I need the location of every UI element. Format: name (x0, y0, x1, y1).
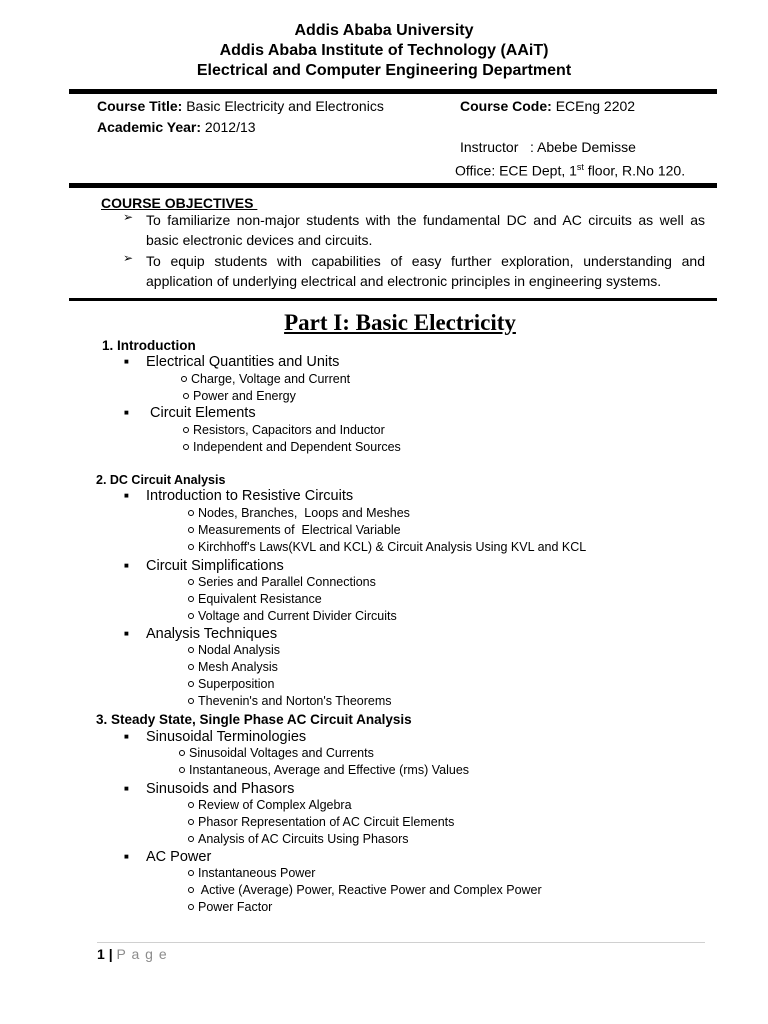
subtopic-label: Independent and Dependent Sources (193, 440, 401, 454)
subtopic-label: Active (Average) Power, Reactive Power and Complex Power (198, 883, 542, 897)
topic-label: Analysis Techniques (146, 626, 278, 642)
objective-item: To equip students with capabilities of easy further exploration, understanding and application of underlying electrical and electronic principles in engineering systems. (146, 253, 705, 289)
course-title-value: Basic Electricity and Electronics (186, 98, 384, 114)
square-bullet-icon: ■ (124, 732, 129, 741)
academic-year-label: Academic Year: (97, 119, 202, 135)
subtopic (188, 642, 280, 658)
subtopic-label: Mesh Analysis (198, 660, 278, 674)
office-superscript: st (576, 162, 584, 172)
footer-separator: | (108, 946, 113, 962)
square-bullet-icon: ■ (124, 629, 129, 638)
section-title: 2. DC Circuit Analysis (96, 473, 226, 487)
academic-year (97, 118, 256, 136)
subtopic (188, 865, 315, 881)
course-title (97, 97, 384, 115)
circle-bullet-icon (188, 664, 194, 670)
subtopic-label: Voltage and Current Divider Circuits (198, 609, 397, 623)
subtopic (188, 899, 272, 915)
course-code (460, 97, 635, 115)
page-number: 1 (97, 946, 105, 962)
section-title: 3. Steady State, Single Phase AC Circuit Analysis (96, 712, 412, 727)
subtopic-label: Analysis of AC Circuits Using Phasors (198, 832, 409, 846)
circle-bullet-icon (188, 904, 194, 910)
circle-bullet-icon (188, 802, 194, 808)
square-bullet-icon: ■ (124, 408, 129, 417)
subtopic-label: Phasor Representation of AC Circuit Elements (198, 815, 455, 829)
subtopic-label: Charge, Voltage and Current (191, 372, 351, 386)
circle-bullet-icon (179, 767, 185, 773)
subtopic (179, 745, 374, 761)
circle-bullet-icon (183, 427, 189, 433)
institute-name: Addis Ababa Institute of Technology (AAiT) (219, 42, 549, 59)
subtopic (183, 439, 401, 455)
subtopic (188, 814, 454, 830)
topic-label: AC Power (146, 849, 212, 865)
subtopic (188, 505, 410, 521)
part-title: Part I: Basic Electricity (284, 310, 516, 335)
subtopic-label: Review of Complex Algebra (198, 798, 352, 812)
objectives-heading: COURSE OBJECTIVES (101, 195, 258, 211)
subtopic (188, 831, 409, 847)
arrow-bullet-icon: ➢ (123, 251, 134, 265)
circle-bullet-icon (188, 544, 194, 550)
subtopic-label: Instantaneous, Average and Effective (rms) Values (189, 763, 470, 777)
objective-item: To familiarize non-major students with the fundamental DC and AC circuits as well as basic electronic devices and circuits. (146, 212, 705, 248)
subtopic (188, 608, 397, 624)
subtopic (188, 676, 274, 692)
circle-bullet-icon (188, 579, 194, 585)
office-suffix: floor, R.No 120. (583, 162, 686, 179)
subtopic (183, 388, 296, 404)
course-code-value: ECEng 2202 (555, 98, 636, 114)
subtopic-label: Thevenin's and Norton's Theorems (198, 694, 392, 708)
section-title: 1. Introduction (102, 338, 196, 353)
subtopic (179, 762, 469, 778)
circle-bullet-icon (183, 393, 189, 399)
arrow-bullet-icon: ➢ (123, 210, 134, 224)
footer-divider (97, 942, 705, 943)
subtopic (188, 797, 352, 813)
subtopic (188, 539, 586, 555)
subtopic-label: Power and Energy (193, 389, 296, 403)
subtopic (188, 659, 278, 675)
instructor: Instructor : Abebe Demisse (460, 139, 636, 155)
subtopic-label: Nodal Analysis (198, 643, 280, 657)
subtopic-label: Instantaneous Power (198, 866, 316, 880)
subtopic-label: Measurements of Electrical Variable (198, 523, 401, 537)
course-code-label: Course Code: (460, 98, 552, 114)
circle-bullet-icon (188, 887, 194, 893)
circle-bullet-icon (188, 698, 194, 704)
circle-bullet-icon (188, 836, 194, 842)
objectives-divider (69, 298, 717, 301)
topic-label: Introduction to Resistive Circuits (146, 488, 354, 504)
topic-label: Electrical Quantities and Units (146, 354, 340, 370)
subtopic (188, 693, 392, 709)
square-bullet-icon: ■ (124, 357, 129, 366)
circle-bullet-icon (183, 444, 189, 450)
circle-bullet-icon (188, 510, 194, 516)
circle-bullet-icon (188, 596, 194, 602)
subtopic-label: Nodes, Branches, Loops and Meshes (198, 506, 410, 520)
office-prefix: Office: ECE Dept, 1 (455, 162, 577, 179)
page-footer (97, 945, 168, 963)
subtopic (188, 591, 322, 607)
topic-label: Sinusoidal Terminologies (146, 729, 307, 745)
subtopic (188, 882, 542, 898)
subtopic-label: Series and Parallel Connections (198, 575, 376, 589)
topic-label: Circuit Elements (146, 405, 256, 421)
circle-bullet-icon (188, 870, 194, 876)
info-divider (69, 183, 717, 188)
subtopic (181, 371, 350, 387)
header-divider (69, 89, 717, 94)
subtopic-label: Resistors, Capacitors and Inductor (193, 423, 385, 437)
course-title-label: Course Title: (97, 98, 183, 114)
topic-label: Sinusoids and Phasors (146, 781, 295, 797)
square-bullet-icon: ■ (124, 561, 129, 570)
subtopic (188, 574, 376, 590)
university-name: Addis Ababa University (294, 22, 474, 39)
page-label: P a g e (116, 946, 168, 962)
subtopic-label: Power Factor (198, 900, 273, 914)
square-bullet-icon: ■ (124, 852, 129, 861)
department-name: Electrical and Computer Engineering Department (196, 62, 572, 79)
subtopic-label: Kirchhoff's Laws(KVL and KCL) & Circuit Analysis Using KVL and KCL (198, 540, 587, 554)
topic-label: Circuit Simplifications (146, 558, 284, 574)
subtopic-label: Equivalent Resistance (198, 592, 322, 606)
subtopic-label: Superposition (198, 677, 275, 691)
office (455, 158, 685, 180)
circle-bullet-icon (188, 527, 194, 533)
circle-bullet-icon (181, 376, 187, 382)
square-bullet-icon: ■ (124, 491, 129, 500)
square-bullet-icon: ■ (124, 784, 129, 793)
subtopic (183, 422, 385, 438)
circle-bullet-icon (188, 819, 194, 825)
subtopic (188, 522, 401, 538)
subtopic-label: Sinusoidal Voltages and Currents (189, 746, 374, 760)
academic-year-value: 2012/13 (204, 119, 256, 135)
circle-bullet-icon (188, 681, 194, 687)
circle-bullet-icon (188, 647, 194, 653)
circle-bullet-icon (188, 613, 194, 619)
circle-bullet-icon (179, 750, 185, 756)
